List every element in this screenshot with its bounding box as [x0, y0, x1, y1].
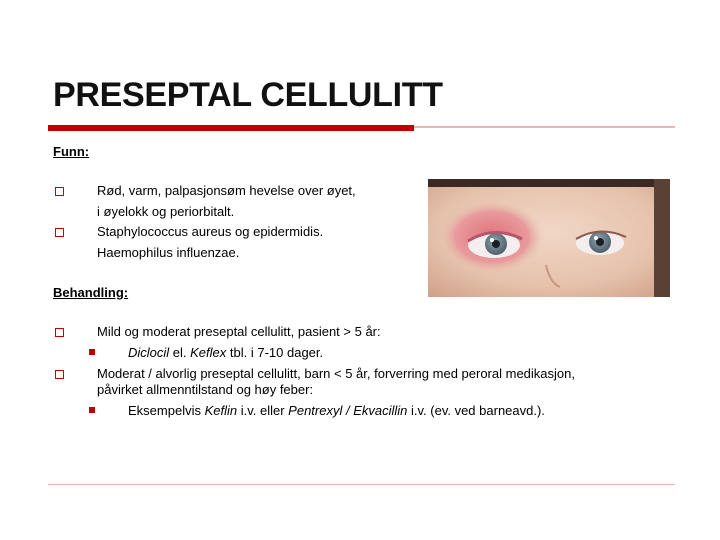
filled-square-bullet-icon	[89, 349, 95, 355]
section-heading-funn: Funn:	[53, 144, 90, 159]
drug-name: Keflin	[204, 403, 238, 418]
hollow-square-bullet-icon	[55, 187, 64, 196]
page-title: PRESEPTAL CELLULITT	[53, 76, 443, 114]
behandling-item-2-line1: Moderat / alvorlig preseptal cellulitt, barn < 5 år, forverring med peroral medikasjon,	[97, 366, 575, 381]
drug-name: Pentrexyl / Ekvacillin	[288, 403, 408, 418]
section-heading-behandling: Behandling:	[53, 285, 129, 300]
funn-item-1-line2: i øyelokk og periorbitalt.	[97, 204, 235, 219]
behandling-subitem-2	[128, 403, 545, 419]
text-fragment: i.v. eller	[237, 403, 289, 418]
child-eye-photo	[428, 179, 670, 297]
text-fragment: i.v. (ev. ved barneavd.).	[407, 403, 545, 418]
behandling-item-1: Mild og moderat preseptal cellulitt, pasient > 5 år:	[97, 324, 381, 339]
text-fragment: Eksempelvis	[128, 403, 205, 418]
title-accent-bar	[48, 125, 414, 131]
footer-divider	[48, 484, 675, 485]
funn-item-1-line1: Rød, varm, palpasjonsøm hevelse over øyet,	[97, 183, 356, 198]
drug-name: Keflex	[190, 345, 227, 360]
behandling-item-2-line2: påvirket allmenntilstand og høy feber:	[97, 382, 314, 397]
text-fragment: tbl. i 7-10 dager.	[226, 345, 324, 360]
text-fragment: el.	[169, 345, 191, 360]
funn-item-2-line2: Haemophilus influenzae.	[97, 245, 240, 260]
hollow-square-bullet-icon	[55, 228, 64, 237]
filled-square-bullet-icon	[89, 407, 95, 413]
behandling-subitem-1	[128, 345, 323, 361]
hollow-square-bullet-icon	[55, 370, 64, 379]
drug-name: Diclocil	[128, 345, 170, 360]
hollow-square-bullet-icon	[55, 328, 64, 337]
funn-item-2-line1: Staphylococcus aureus og epidermidis.	[97, 224, 324, 239]
